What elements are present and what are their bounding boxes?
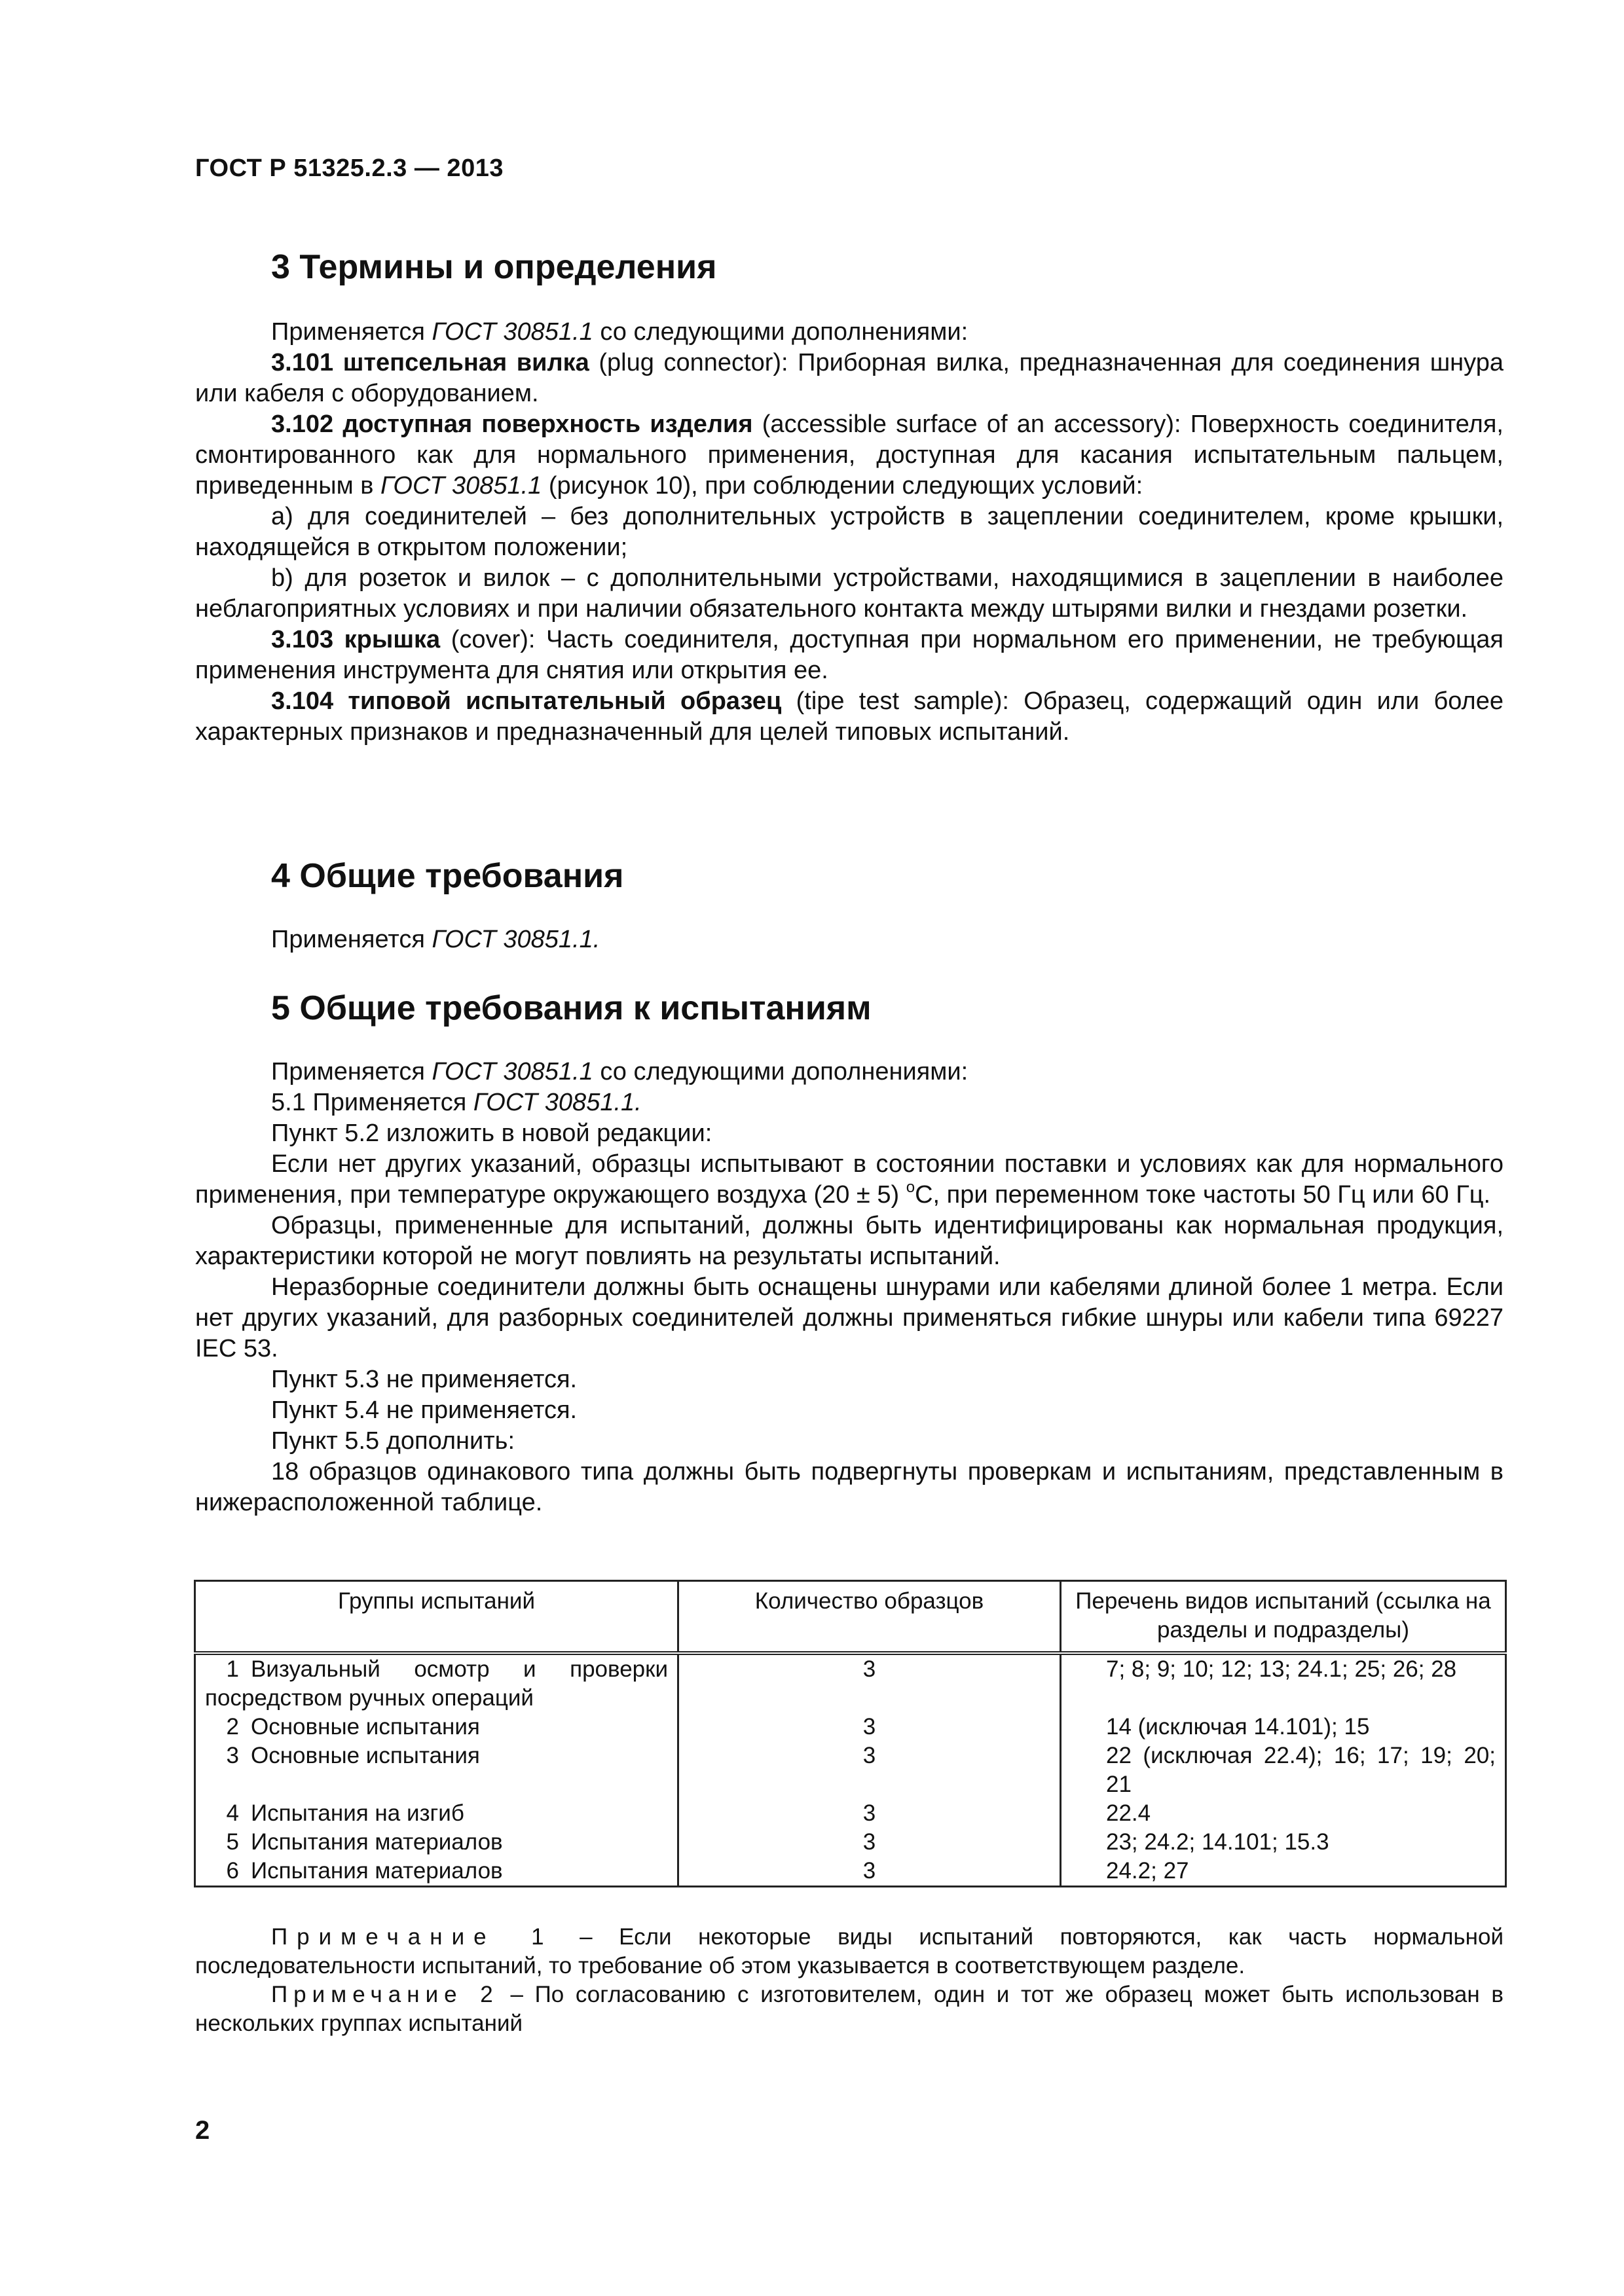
test-groups-table (194, 1580, 1507, 1887)
standard-reference: ГОСТ 30851.1 (432, 1058, 593, 1085)
note-label: Примечание 2 (271, 1982, 499, 2007)
degree-mark: o (906, 1178, 915, 1196)
table-row (195, 1713, 1506, 1741)
cell-sample-count: 3 (678, 1713, 1061, 1741)
group-number: 3 (226, 1743, 239, 1768)
table-body (195, 1653, 1506, 1887)
group-number: 5 (226, 1829, 239, 1855)
term-3-102: 3.102 доступная поверхность изделия (accessible surface of an accessory): Поверхность соединителя, смонтированного как для нормального применения, доступная для касания испытательным пальцем, приведенным в ГОСТ 30851.1 (рисунок 10), при соблюдении следующих условий: (195, 410, 1504, 500)
column-header-groups: Группы испытаний (195, 1581, 678, 1654)
group-name: Визуальный осмотр и проверки посредством ручных операций (205, 1656, 668, 1711)
cell-test-list: 23; 24.2; 14.101; 15.3 (1061, 1828, 1506, 1857)
cell-sample-count: 3 (678, 1828, 1061, 1857)
cell-test-list: 7; 8; 9; 10; 12; 13; 24.1; 25; 26; 28 (1061, 1653, 1506, 1713)
table-row (195, 1828, 1506, 1857)
table-header-row (195, 1581, 1506, 1654)
cell-test-group (195, 1857, 678, 1887)
cell-sample-count: 3 (678, 1741, 1061, 1799)
cell-test-group (195, 1741, 678, 1799)
group-number: 1 (226, 1656, 239, 1682)
section-5-title: 5 Общие требования к испытаниям (271, 989, 872, 1027)
note-1: Примечание 1 – Если некоторые виды испытаний повторяются, как часть нормальной последовательности испытаний, то требование об этом указывается в соответствующем разделе. (195, 1924, 1504, 1978)
cell-sample-count: 3 (678, 1799, 1061, 1828)
cell-test-group (195, 1713, 678, 1741)
page-number: 2 (195, 2116, 210, 2145)
cell-test-list: 14 (исключая 14.101); 15 (1061, 1713, 1506, 1741)
cell-test-list: 24.2; 27 (1061, 1857, 1506, 1887)
section-4-body (195, 924, 1504, 955)
clause-5-2-conditions: Если нет других указаний, образцы испытывают в состоянии поставки и условиях как для нормального применения, при температуре окружающего воздуха (20 ± 5) $^o$С, при переменном токе частоты 50 Гц или 60 Гц. (195, 1150, 1504, 1209)
section-5-body (195, 1057, 1504, 1518)
term-3-102-item-a: a) для соединителей – без дополнительных устройств в зацеплении соединителем, кроме крышки, находящейся в открытом положении; (195, 503, 1504, 561)
note-label: Примечание 1 (271, 1924, 553, 1950)
cell-test-group (195, 1653, 678, 1713)
term-name: доступная поверхность изделия (342, 410, 753, 438)
table-row (195, 1653, 1506, 1713)
group-name: Основные испытания (251, 1743, 480, 1768)
group-name: Основные испытания (251, 1714, 480, 1740)
note-2: Примечание 2 – По согласованию с изготовителем, один и тот же образец может быть использован в нескольких группах испытаний (195, 1982, 1504, 2036)
clause-5-2-cables: Неразборные соединители должны быть оснащены шнурами или кабелями длиной более 1 метра. Если нет других указаний, для разборных соединителей должны применяться гибкие шнуры или кабели типа 69227 IEC 53. (195, 1273, 1504, 1362)
cell-test-list: 22.4 (1061, 1799, 1506, 1828)
standard-code: ГОСТ Р 51325.2.3 — 2013 (195, 155, 504, 182)
group-name: Испытания материалов (251, 1858, 503, 1884)
clause-5-5: Пункт 5.5 дополнить: (271, 1427, 515, 1455)
cell-sample-count: 3 (678, 1653, 1061, 1713)
term-3-101: 3.101 штепсельная вилка (plug connector): Приборная вилка, предназначенная для соединения шнура или кабеля с оборудованием. (195, 349, 1504, 407)
cell-test-group (195, 1799, 678, 1828)
section-5-intro: Применяется ГОСТ 30851.1 со следующими дополнениями: (271, 1058, 969, 1085)
group-number: 4 (226, 1800, 239, 1826)
group-name: Испытания материалов (251, 1829, 503, 1855)
section-4-title: 4 Общие требования (271, 857, 624, 895)
term-name: штепсельная вилка (342, 349, 589, 376)
column-header-quantity: Количество образцов (678, 1581, 1061, 1654)
cell-test-list: 22 (исключая 22.4); 16; 17; 19; 20; 21 (1061, 1741, 1506, 1799)
term-name: крышка (344, 626, 441, 653)
standard-reference: ГОСТ 30851.1 (432, 318, 593, 346)
cell-sample-count: 3 (678, 1857, 1061, 1887)
section-3-body (195, 317, 1504, 748)
clause-5-3: Пункт 5.3 не применяется. (271, 1366, 578, 1393)
column-header-tests: Перечень видов испытаний (ссылка на разделы и подразделы) (1061, 1581, 1506, 1654)
term-3-104: 3.104 типовой испытательный образец (tipe test sample): Образец, содержащий один или более характерных признаков и предназначенный для целей типовых испытаний. (195, 687, 1504, 746)
section-3-intro: Применяется ГОСТ 30851.1 со следующими дополнениями: (271, 318, 969, 346)
cell-test-group (195, 1828, 678, 1857)
clause-5-2-samples: Образцы, примененные для испытаний, должны быть идентифицированы как нормальная продукция, характеристики которой не могут повлиять на результаты испытаний. (195, 1212, 1504, 1270)
table-row (195, 1741, 1506, 1799)
clause-5-4: Пункт 5.4 не применяется. (271, 1396, 578, 1424)
standard-reference: ГОСТ 30851.1. (473, 1089, 642, 1116)
section-4-text: Применяется ГОСТ 30851.1. (271, 926, 600, 953)
group-number: 2 (226, 1714, 239, 1740)
notes (195, 1923, 1504, 2038)
standard-reference: ГОСТ 30851.1. (432, 926, 600, 953)
term-3-103: 3.103 крышка (cover): Часть соединителя, доступная при нормальном его применении, не требующая применения инструмента для снятия или открытия ее. (195, 626, 1504, 684)
clause-5-2-intro: Пункт 5.2 изложить в новой редакции: (271, 1120, 712, 1147)
standard-reference: ГОСТ 30851.1 (380, 472, 542, 500)
table-row (195, 1857, 1506, 1887)
clause-5-1: 5.1 Применяется ГОСТ 30851.1. (271, 1089, 642, 1116)
section-3-title: 3 Термины и определения (271, 248, 717, 286)
group-number: 6 (226, 1858, 239, 1884)
clause-5-5-text: 18 образцов одинакового типа должны быть подвергнуты проверкам и испытаниям, представленным в нижерасположенной таблице. (195, 1458, 1504, 1516)
group-name: Испытания на изгиб (251, 1800, 464, 1826)
term-3-102-item-b: b) для розеток и вилок – с дополнительными устройствами, находящимися в зацеплении в наиболее неблагоприятных условиях и при наличии обязательного контакта между штырями вилки и гнездами розетки. (195, 564, 1504, 623)
table-row (195, 1799, 1506, 1828)
term-name: типовой испытательный образец (348, 687, 782, 715)
